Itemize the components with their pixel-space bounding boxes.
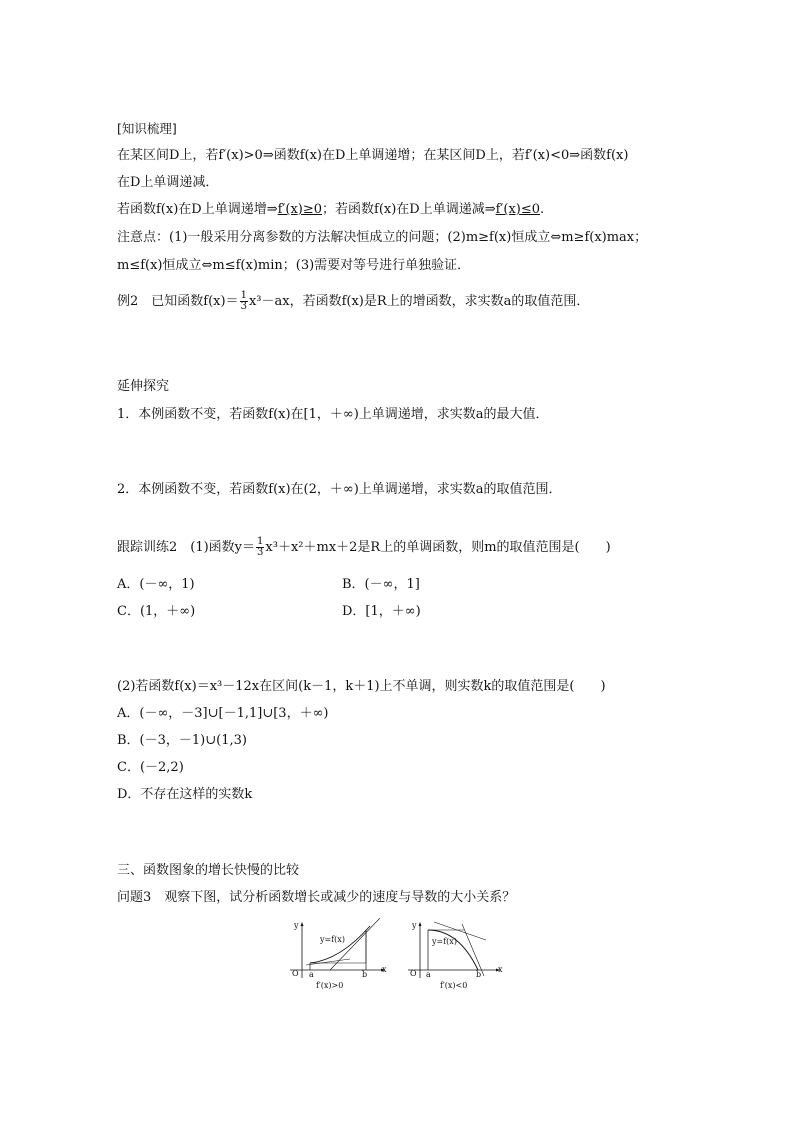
fraction-denominator: 3 [257,547,264,558]
training-question-2: (2)若函数f(x)＝x³－12x在区间(k－1，k＋1)上不单调，则实数k的取值范围是( ) [117,679,606,694]
knowledge-line-3a: 若函数f(x)在D上单调递增⇒ [117,202,278,217]
knowledge-answer-2: f′(x)≤0 [495,202,541,217]
training-option-a: A．(－∞，1) [117,577,195,592]
right-x-label: x [498,965,503,974]
training-2 [117,536,611,560]
left-a-label: a [309,970,314,979]
extension-question-1: 1．本例函数不变，若函数f(x)在[1，＋∞)上单调递增，求实数a的最大值． [117,407,549,422]
example-2-suffix: x³－ax，若函数f(x)是R上的增函数，求实数a的取值范围． [248,294,590,309]
training-2-suffix: x³＋x²＋mx＋2是R上的单调函数，则m的取值范围是( ) [265,540,611,555]
example-2 [117,290,589,314]
left-origin-label: O [292,969,299,978]
left-y-label: y [294,921,299,930]
knowledge-line-3c: ；若函数f(x)在D上单调递减⇒ [322,202,496,217]
fraction-numerator: 1 [257,536,264,547]
knowledge-line-5: m≤f(x)恒成立⇔m≤f(x)min；(3)需要对等号进行单独验证． [117,258,471,273]
knowledge-line-3 [117,201,544,219]
right-b-label: b [476,970,482,979]
section-3-heading: 三、函数图象的增长快慢的比较 [117,863,300,878]
training-q2-option-c: C．(－2,2) [117,760,184,775]
training-option-c: C．(1，＋∞) [117,604,196,619]
left-function-label: y=f(x) [320,935,345,944]
knowledge-line-2: 在D上单调递减． [117,175,219,190]
fraction-denominator: 3 [240,301,247,312]
knowledge-line-3e: . [540,202,545,217]
right-caption: f′(x)<0 [440,981,468,990]
training-2-prefix: 跟踪训练2 (1)函数y＝ [117,540,256,555]
training-2-fraction [256,537,264,558]
knowledge-answer-1: f′(x)≥0 [277,202,323,217]
right-a-label: a [426,970,431,979]
example-2-fraction [240,291,248,312]
training-q2-option-a: A．(－∞，－3]∪[－1,1]∪[3，＋∞) [117,706,329,721]
knowledge-line-4: 注意点：(1)一般采用分离参数的方法解决恒成立的问题；(2)m≥f(x)恒成立⇔m≥f(x)max； [117,230,648,245]
training-option-b: B．(－∞，1] [342,577,420,592]
right-y-label: y [412,921,417,930]
training-q2-option-b: B．(－3，－1)∪(1,3) [117,733,247,748]
training-q2-option-d: D．不存在这样的实数k [117,787,253,802]
knowledge-heading: [知识梳理] [117,121,177,136]
left-caption: f′(x)>0 [316,981,344,990]
extension-question-2: 2．本例函数不变，若函数f(x)在(2，＋∞)上单调递增，求实数a的取值范围． [117,482,562,497]
extension-heading: 延伸探究 [117,379,170,394]
right-origin-label: O [410,969,417,978]
fraction-numerator: 1 [240,290,247,301]
knowledge-line-1: 在某区间D上，若f′(x)>0⇒函数f(x)在D上单调递增；在某区间D上，若f′(x)<0⇒函数f(x) [117,148,629,163]
example-2-prefix: 例2 已知函数f(x)＝ [117,294,239,309]
right-function-label: y=f(x) [432,937,457,946]
training-option-d: D．[1，＋∞) [342,604,421,619]
left-x-label: x [382,965,387,974]
section-3-question: 问题3 观察下图，试分析函数增长或减少的速度与导数的大小关系？ [117,890,516,905]
left-b-label: b [362,970,368,979]
derivative-figure [280,918,510,990]
